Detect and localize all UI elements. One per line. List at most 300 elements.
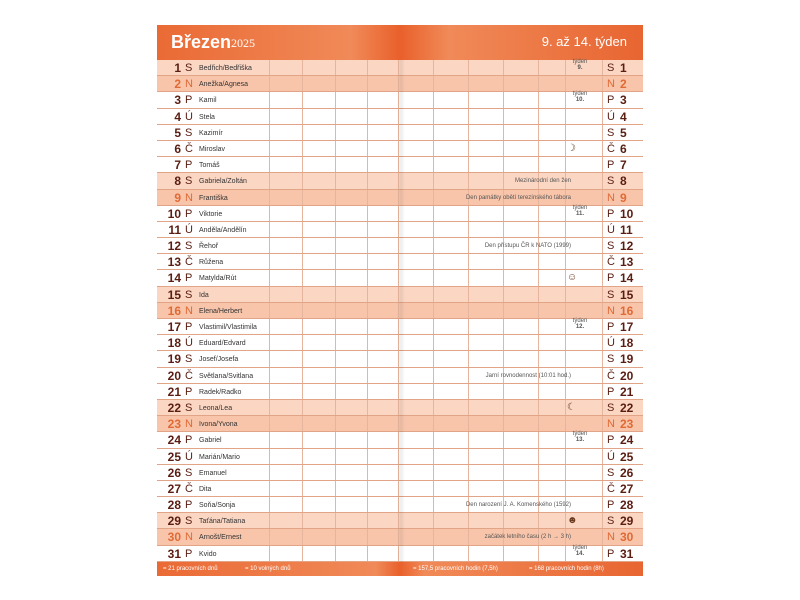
day-of-week: P	[185, 207, 193, 220]
grid-line	[269, 432, 270, 447]
grid-line	[398, 432, 399, 447]
grid-line	[302, 400, 303, 415]
grid-line	[367, 319, 368, 334]
grid-line	[602, 481, 603, 496]
grid-line	[269, 60, 270, 75]
grid-line	[398, 497, 399, 512]
day-number-right: 20	[620, 368, 634, 383]
grid-line	[602, 432, 603, 447]
grid-line	[602, 76, 603, 91]
grid-line	[302, 481, 303, 496]
grid-line	[602, 92, 603, 107]
grid-line	[433, 432, 434, 447]
day-number-right: 11	[620, 222, 633, 237]
day-of-week: P	[185, 385, 193, 398]
day-number-right: 4	[620, 109, 627, 124]
grid-line	[468, 432, 469, 447]
day-of-week: P	[185, 499, 193, 512]
day-number: 3	[174, 93, 181, 108]
grid-line	[602, 270, 603, 285]
grid-line	[302, 368, 303, 383]
day-of-week: S	[185, 62, 193, 74]
grid-line	[367, 92, 368, 107]
grid-line	[335, 497, 336, 512]
grid-line	[367, 529, 368, 544]
name-day: Růžena	[199, 259, 224, 267]
day-of-week-right: S	[607, 240, 615, 253]
day-number-right: 25	[620, 449, 634, 464]
day-number-right: 30	[620, 530, 634, 545]
grid-line	[503, 481, 504, 496]
day-number-right: 2	[620, 77, 627, 92]
grid-line	[503, 400, 504, 415]
grid-line	[398, 481, 399, 496]
name-day: Emanuel	[199, 469, 227, 477]
grid-line	[602, 351, 603, 366]
day-number: 29	[167, 514, 181, 529]
day-number-right: 23	[620, 417, 634, 432]
grid-line	[398, 206, 399, 221]
grid-line	[538, 335, 539, 350]
name-day: Taťána/Tatiana	[199, 518, 246, 526]
grid-line	[433, 400, 434, 415]
day-number-right: 21	[620, 384, 634, 399]
grid-line	[565, 157, 566, 172]
day-of-week: P	[185, 94, 193, 107]
grid-line	[468, 400, 469, 415]
grid-line	[468, 222, 469, 237]
grid-line	[367, 481, 368, 496]
day-of-week: S	[185, 126, 193, 139]
grid-line	[503, 287, 504, 302]
day-number: 30	[167, 530, 181, 545]
week-number: 9.	[577, 65, 583, 71]
grid-line	[367, 432, 368, 447]
grid-line	[335, 432, 336, 447]
day-number: 14	[167, 271, 181, 286]
day-of-week: Č	[185, 142, 193, 155]
grid-line	[602, 546, 603, 561]
grid-line	[565, 335, 566, 350]
grid-line	[538, 319, 539, 334]
grid-line	[538, 125, 539, 140]
grid-line	[335, 335, 336, 350]
day-row	[157, 190, 643, 206]
week-number: 11.	[575, 210, 584, 217]
grid-line	[335, 384, 336, 399]
grid-line	[602, 529, 603, 544]
name-day: Radek/Radko	[199, 388, 242, 396]
grid-line	[367, 190, 368, 205]
grid-line	[503, 465, 504, 480]
name-day: Řehoř	[199, 243, 219, 251]
name-day: Miroslav	[199, 145, 226, 153]
grid-line	[433, 449, 434, 464]
moon-phase-icon: ☽	[567, 142, 576, 154]
day-number-right: 7	[620, 158, 627, 173]
day-of-week: P	[185, 272, 193, 285]
grid-line	[602, 303, 603, 318]
work-days-label: = 21 pracovních dnů	[163, 566, 218, 572]
grid-line	[398, 190, 399, 205]
day-of-week-right: P	[607, 547, 615, 560]
day-number-right: 5	[620, 125, 627, 140]
day-number-right: 29	[620, 514, 634, 529]
grid-line	[367, 173, 368, 188]
day-number: 26	[167, 465, 181, 480]
grid-line	[367, 238, 368, 253]
grid-line	[468, 384, 469, 399]
day-of-week-right: S	[607, 175, 615, 188]
day-rows	[157, 60, 643, 562]
name-day: Kamil	[199, 97, 217, 105]
grid-line	[398, 400, 399, 415]
day-of-week-right: P	[607, 385, 615, 398]
grid-line	[565, 319, 566, 334]
day-of-week-right: N	[607, 78, 615, 91]
grid-line	[565, 465, 566, 480]
grid-line	[433, 125, 434, 140]
grid-line	[398, 351, 399, 366]
day-row	[157, 319, 643, 335]
grid-line	[367, 351, 368, 366]
week-number: 13.	[575, 437, 585, 444]
day-row	[157, 465, 643, 481]
day-of-week-right: S	[607, 401, 615, 414]
day-number-right: 10	[620, 206, 634, 221]
grid-line	[565, 60, 566, 75]
grid-line	[433, 190, 434, 205]
grid-line	[602, 319, 603, 334]
grid-line	[565, 546, 566, 561]
name-day: Kazimír	[199, 129, 223, 137]
week-range: 9. až 14. týden	[541, 34, 627, 49]
grid-line	[468, 141, 469, 156]
day-of-week-right: Č	[607, 482, 615, 495]
day-of-week: N	[185, 191, 193, 204]
grid-line	[302, 222, 303, 237]
week-label: týden	[572, 59, 588, 65]
name-day: Anežka/Agnesa	[199, 81, 249, 89]
grid-line	[503, 319, 504, 334]
grid-line	[398, 254, 399, 269]
grid-line	[565, 481, 566, 496]
moon-phase-icon: ☻	[567, 515, 578, 527]
day-of-week: Ú	[185, 450, 193, 463]
week-label: týden	[572, 318, 588, 324]
grid-line	[602, 400, 603, 415]
grid-line	[398, 270, 399, 285]
grid-line	[538, 513, 539, 528]
event-note: Den přístupu ČR k NATO (1999)	[484, 243, 571, 250]
moon-phase-icon: ☺	[567, 272, 578, 284]
name-day: Stela	[199, 113, 215, 121]
day-of-week-right: S	[607, 353, 615, 366]
name-day: Františka	[199, 194, 228, 202]
name-day: Tomáš	[199, 162, 220, 170]
week-label: týden	[572, 91, 588, 98]
grid-line	[468, 92, 469, 107]
grid-line	[269, 173, 270, 188]
grid-line	[398, 141, 399, 156]
day-row	[157, 449, 643, 465]
name-day: Soňa/Sonja	[199, 502, 236, 510]
grid-line	[335, 254, 336, 269]
grid-line	[433, 529, 434, 544]
day-of-week: N	[185, 78, 193, 91]
grid-line	[602, 222, 603, 237]
grid-line	[335, 319, 336, 334]
grid-line	[269, 465, 270, 480]
grid-line	[433, 254, 434, 269]
grid-line	[302, 190, 303, 205]
grid-line	[538, 254, 539, 269]
grid-line	[433, 384, 434, 399]
grid-line	[302, 497, 303, 512]
day-of-week-right: N	[607, 191, 615, 204]
day-of-week-right: Ú	[607, 110, 615, 123]
footer-bar	[157, 562, 643, 576]
week-marker	[568, 431, 592, 443]
grid-line	[538, 141, 539, 156]
grid-line	[503, 513, 504, 528]
grid-line	[503, 125, 504, 140]
day-number-right: 6	[620, 141, 627, 156]
month-header	[157, 25, 643, 60]
grid-line	[468, 76, 469, 91]
grid-line	[538, 270, 539, 285]
grid-line	[335, 416, 336, 431]
grid-line	[602, 125, 603, 140]
day-of-week-right: N	[607, 418, 615, 431]
grid-line	[269, 513, 270, 528]
day-row	[157, 303, 643, 319]
year-label: 2025	[231, 36, 255, 50]
grid-line	[269, 449, 270, 464]
grid-line	[538, 416, 539, 431]
event-note: Jarní rovnodennost (10:01 hod.)	[485, 372, 571, 379]
grid-line	[367, 141, 368, 156]
grid-line	[468, 60, 469, 75]
week-marker	[568, 205, 592, 217]
day-number-right: 17	[620, 320, 634, 334]
grid-line	[538, 206, 539, 221]
grid-line	[367, 60, 368, 75]
day-of-week-right: Č	[607, 256, 615, 269]
grid-line	[335, 60, 336, 75]
grid-line	[468, 319, 469, 334]
day-of-week: N	[185, 418, 193, 431]
grid-line	[302, 432, 303, 447]
planner-page	[157, 25, 643, 576]
grid-line	[538, 432, 539, 447]
day-number: 24	[167, 433, 181, 448]
day-number: 17	[167, 320, 181, 334]
grid-line	[538, 546, 539, 561]
grid-line	[503, 173, 504, 188]
grid-line	[503, 76, 504, 91]
grid-line	[302, 173, 303, 188]
grid-line	[335, 157, 336, 172]
grid-line	[468, 546, 469, 561]
grid-line	[565, 416, 566, 431]
grid-line	[433, 513, 434, 528]
grid-line	[302, 206, 303, 221]
name-day: Josef/Josefa	[199, 356, 239, 364]
event-note: Den narození J. A. Komenského (1592)	[465, 502, 571, 509]
grid-line	[367, 303, 368, 318]
grid-line	[565, 254, 566, 269]
grid-line	[302, 416, 303, 431]
grid-line	[503, 303, 504, 318]
grid-line	[398, 335, 399, 350]
grid-line	[468, 254, 469, 269]
day-number: 10	[167, 206, 181, 221]
day-of-week: Ú	[185, 110, 193, 123]
grid-line	[335, 141, 336, 156]
grid-line	[269, 368, 270, 383]
week-marker	[568, 59, 592, 71]
grid-line	[468, 270, 469, 285]
grid-line	[433, 497, 434, 512]
grid-line	[302, 238, 303, 253]
day-of-week-right: P	[607, 434, 615, 447]
day-number-right: 12	[620, 239, 634, 254]
day-of-week-right: P	[607, 321, 615, 333]
grid-line	[538, 465, 539, 480]
grid-line	[468, 449, 469, 464]
grid-line	[433, 319, 434, 334]
day-of-week-right: P	[607, 207, 615, 220]
hours-75-label: = 157,5 pracovních hodin (7,5h)	[413, 566, 498, 572]
day-number-right: 15	[620, 287, 634, 302]
grid-line	[302, 529, 303, 544]
grid-line	[335, 92, 336, 107]
grid-line	[367, 465, 368, 480]
day-number: 22	[167, 400, 181, 415]
grid-line	[433, 351, 434, 366]
grid-line	[335, 465, 336, 480]
grid-line	[398, 157, 399, 172]
day-number-right: 3	[620, 93, 627, 108]
week-label: týden	[572, 544, 588, 551]
grid-line	[468, 125, 469, 140]
grid-line	[565, 351, 566, 366]
grid-line	[503, 222, 504, 237]
month-title: Březen	[171, 32, 232, 52]
week-number: 14.	[575, 550, 585, 557]
grid-line	[302, 125, 303, 140]
grid-line	[302, 141, 303, 156]
grid-line	[468, 529, 469, 544]
grid-line	[433, 92, 434, 107]
name-day: Dita	[199, 485, 212, 493]
day-number: 11	[168, 222, 181, 237]
grid-line	[468, 287, 469, 302]
name-day: Viktorie	[199, 210, 223, 218]
grid-line	[565, 432, 566, 447]
day-row	[157, 206, 643, 222]
grid-line	[335, 76, 336, 91]
grid-line	[433, 238, 434, 253]
grid-line	[302, 60, 303, 75]
grid-line	[302, 109, 303, 124]
day-number: 1	[174, 61, 181, 75]
grid-line	[367, 206, 368, 221]
grid-line	[398, 60, 399, 75]
day-row	[157, 60, 643, 76]
grid-line	[433, 481, 434, 496]
grid-line	[398, 449, 399, 464]
grid-line	[538, 222, 539, 237]
day-number: 9	[174, 190, 181, 205]
name-day: Ida	[199, 291, 209, 299]
grid-line	[565, 125, 566, 140]
day-row	[157, 254, 643, 270]
grid-line	[335, 206, 336, 221]
day-number-right: 9	[620, 190, 627, 205]
day-number-right: 1	[620, 61, 627, 75]
day-row	[157, 497, 643, 513]
day-of-week: S	[185, 401, 193, 414]
day-of-week-right: N	[607, 531, 615, 544]
grid-line	[433, 335, 434, 350]
grid-line	[302, 92, 303, 107]
day-row	[157, 546, 643, 562]
grid-line	[398, 303, 399, 318]
day-number-right: 8	[620, 174, 627, 189]
grid-line	[398, 513, 399, 528]
day-number: 18	[167, 336, 181, 351]
grid-line	[602, 254, 603, 269]
grid-line	[602, 449, 603, 464]
day-of-week-right: P	[607, 499, 615, 512]
grid-line	[602, 190, 603, 205]
grid-line	[335, 287, 336, 302]
grid-line	[433, 270, 434, 285]
grid-line	[367, 287, 368, 302]
grid-line	[565, 109, 566, 124]
day-of-week: S	[185, 466, 193, 479]
day-of-week-right: N	[607, 304, 615, 317]
grid-line	[433, 60, 434, 75]
grid-line	[602, 173, 603, 188]
grid-line	[503, 449, 504, 464]
day-row	[157, 384, 643, 400]
grid-line	[433, 76, 434, 91]
grid-line	[269, 303, 270, 318]
day-of-week: Č	[185, 369, 193, 382]
grid-line	[468, 109, 469, 124]
grid-line	[335, 368, 336, 383]
grid-line	[367, 384, 368, 399]
day-of-week: P	[185, 321, 193, 333]
grid-line	[433, 287, 434, 302]
grid-line	[565, 222, 566, 237]
day-row	[157, 416, 643, 432]
day-number-right: 13	[620, 255, 634, 270]
day-row	[157, 432, 643, 448]
name-day: Anděla/Andělín	[199, 226, 247, 234]
grid-line	[433, 157, 434, 172]
grid-line	[538, 60, 539, 75]
grid-line	[302, 449, 303, 464]
grid-line	[433, 173, 434, 188]
grid-line	[302, 254, 303, 269]
day-of-week: Č	[185, 482, 193, 495]
grid-line	[565, 287, 566, 302]
name-day: Světlana/Svitlana	[199, 372, 254, 380]
